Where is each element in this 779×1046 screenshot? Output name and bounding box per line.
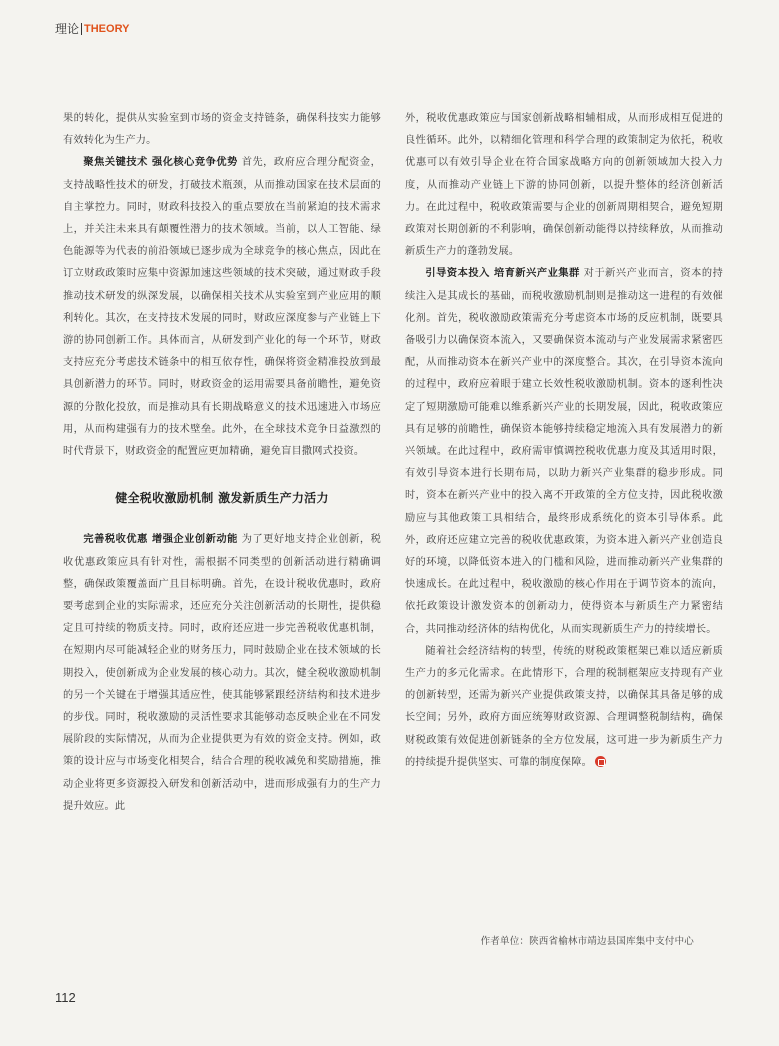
page-number: 112: [55, 990, 76, 1005]
left-paragraph-3: [63, 529, 381, 818]
header-divider: [81, 23, 82, 35]
subheading-tax-incentive: 完善税收优惠 增强企业创新动能: [83, 534, 238, 546]
right-paragraph-3: [405, 641, 723, 774]
left-paragraph-2-body: 首先，政府应合理分配资金，支持战略性技术的研发，打破技术瓶颈，从而推动国家在技术层面的自主掌控力。同时，财政科技投入的重点要放在当前紧迫的技术需求上，并关注未来具有颠覆性潜力的技术领域。当前，以人工智能、绿色能源等为代表的前沿领域已逐步成为全球竞争的核心焦点，因此在订立财政政策时应集中资源加速这些领域的技术突破，通过财政手段推动技术研发的纵深发展，以确保相关技术从实验室到产业应用的顺利转化。其次，在支持技术发展的同时，财政应深度参与产业链上下游的协同创新工作。具体而言，从研发到产业化的每一个环节，财政支持应充分考虑技术链条中的相互依存性，确保将资金精准投放到最具创新潜力的环节。同时，财政资金的运用需要具备前瞻性，避免资源的分散化投放，而是推动具有长期战略意义的技术迅速进入市场应用，从而构建强有力的技术壁垒。此外，在全球技术竞争日益激烈的时代背景下，财政资金的配置应更加精确，避免盲目撒网式投资。: [63, 157, 382, 458]
left-paragraph-1: 果的转化，提供从实验室到市场的资金支持链条，确保科技实力能够有效转化为生产力。: [63, 113, 381, 147]
left-paragraph-2: [63, 152, 381, 463]
subheading-capital: 引导资本投入 培育新兴产业集群: [425, 268, 580, 280]
article-end-icon: [595, 756, 606, 767]
right-paragraph-3-body: 随着社会经济结构的转型，传统的财税政策框架已难以适应新质生产力的多元化需求。在此情形下，合理的税制框架应支持现有产业的创新转型，还需为新兴产业提供政策支持，以确保其具备足够的成长空间；另外，政府方面应统筹财政资源、合理调整税制结构，确保财税政策有效促进创新链条的全方位发展，这可进一步为新质生产力的持续提升提供坚实、可靠的制度保障。: [405, 645, 723, 768]
right-paragraph-2: [405, 263, 723, 640]
left-column: [63, 108, 381, 818]
right-paragraph-1: 外，税收优惠政策应与国家创新战略相辅相成，从而形成相互促进的良性循环。此外，以精细化管理和科学合理的政策制定为依托，税收优惠可以有效引导企业在符合国家战略方向的创新领域加大投入力度，从而推动产业链上下游的协同创新，以提升整体的经济创新活力。在此过程中，税收政策需要与企业的创新周期相契合，避免短期政策对长期创新的不利影响，确保创新动能得以持续释放，从而推动新质生产力的蓬勃发展。: [405, 113, 723, 258]
right-column: [405, 108, 723, 774]
author-affiliation: 作者单位：陕西省榆林市靖边县国库集中支付中心: [480, 936, 694, 947]
subheading-key-tech: 聚焦关键技术 强化核心竞争优势: [83, 157, 238, 169]
page-header: [55, 20, 129, 38]
header-section-cn: 理论: [55, 22, 80, 36]
left-paragraph-3-body: 为了更好地支持企业创新，税收优惠政策应具有针对性，需根据不同类型的创新活动进行精确调整，确保政策覆盖面广且目标明确。首先，在设计税收优惠时，政府要考虑到企业的实际需求，还应充分关注创新活动的长期性，提供稳定且可持续的物质支持。同时，政府还应进一步完善税收优惠机制，在短期内尽可能减轻企业的财务压力，同时鼓励企业在技术领域的长期投入，使创新成为企业发展的核心动力。其次，健全税收激励机制的另一个关键在于增强其适应性，使其能够紧跟经济结构和技术进步的步伐。同时，税收激励的灵活性要求其能够动态反映企业在不同发展阶段的实际情况，从而为企业提供更为有效的资金支持。例如，政策的设计应与市场变化相契合，结合合理的税收减免和奖励措施，推动企业将更多资源投入研发和创新活动中，进而形成强有力的生产力提升效应。此: [63, 534, 382, 812]
right-paragraph-2-body: 对于新兴产业而言，资本的持续注入是其成长的基础，而税收激励机制则是推动这一进程的有效催化剂。首先，税收激励政策需充分考虑资本市场的反应机制，既要具备吸引力以确保资本流入，又要确保资本流动与产业发展需求紧密匹配，从而推动资本在新兴产业中的深度整合。其次，在引导资本流向的过程中，政府应着眼于建立长效性税收激励机制。资本的逐利性决定了短期激励可能难以维系新兴产业的长期发展，因此，税收政策应具有足够的前瞻性，确保资本能够持续稳定地流入具有发展潜力的新兴领域。在此过程中，政府需审慎调控税收优惠力度及其适用时限，有效引导资本进行长期布局，以助力新兴产业集群的稳步形成。同时，资本在新兴产业中的投入离不开政策的全方位支持，因此税收激励应与其他政策工具相结合，最终形成系统化的资本引导体系。此外，政府还应建立完善的税收优惠政策，为资本进入新兴产业创造良好的环境，以降低资本进入的门槛和风险，进而推动新兴产业集群的快速成长。在此过程中，税收激励的核心作用在于调节资本的流向，依托政策设计激发资本的创新动力，使得资本与新质生产力紧密结合，共同推动经济体的结构优化，从而实现新质生产力的持续增长。: [405, 268, 724, 635]
section-title: 健全税收激励机制 激发新质生产力活力: [115, 491, 329, 506]
header-section-en: THEORY: [84, 23, 130, 35]
